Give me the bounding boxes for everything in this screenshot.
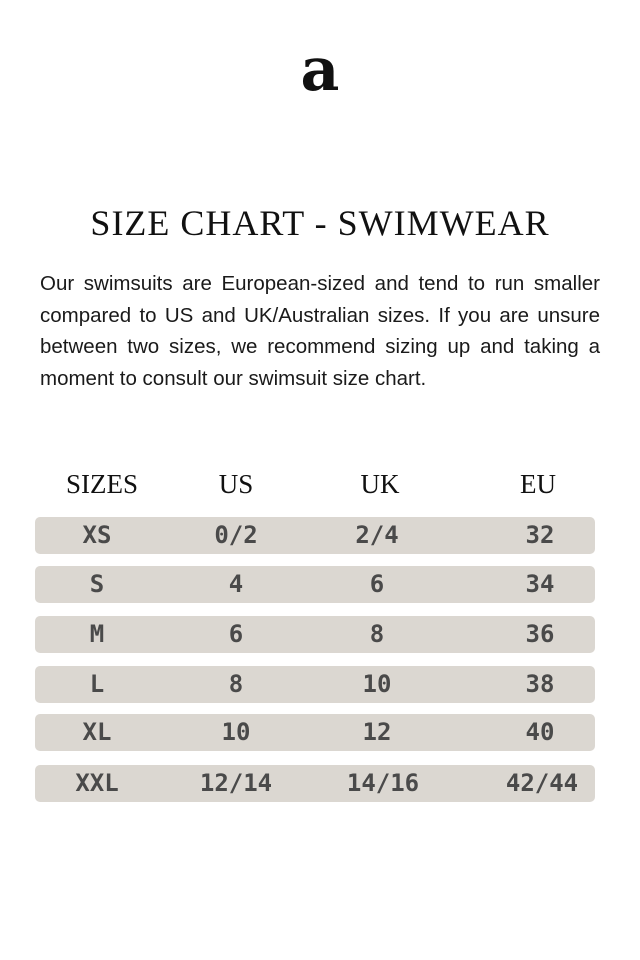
cell-us: 0/2 <box>214 521 258 549</box>
cell-uk: 6 <box>369 570 385 598</box>
cell-uk: 2/4 <box>355 521 399 549</box>
cell-uk: 10 <box>362 670 392 698</box>
cell-size: XXL <box>75 769 119 797</box>
cell-eu: 42/44 <box>505 769 579 797</box>
cell-us: 4 <box>228 570 244 598</box>
cell-uk: 8 <box>369 620 385 648</box>
cell-uk: 12 <box>362 718 392 746</box>
cell-us: 12/14 <box>199 769 273 797</box>
cell-eu: 38 <box>525 670 555 698</box>
brand-logo: a <box>300 35 340 105</box>
cell-size: S <box>89 570 105 598</box>
header-uk: UK <box>360 469 400 499</box>
header-sizes: SIZES <box>65 469 138 499</box>
table-row <box>35 566 595 603</box>
table-row <box>35 765 595 802</box>
intro-text: Our swimsuits are European-sized and tend to run smaller compared to US and UK/Australian sizes. If you are unsure between two sizes, we recommend sizing up and taking a moment to consult our swimsuit size chart. <box>40 272 600 390</box>
cell-eu: 32 <box>525 521 555 549</box>
cell-uk: 14/16 <box>346 769 420 797</box>
header-eu: EU <box>520 469 556 499</box>
header-us: US <box>218 469 254 499</box>
size-table-header <box>0 464 640 504</box>
table-row <box>35 714 595 751</box>
cell-us: 8 <box>228 670 244 698</box>
cell-size: XS <box>82 521 112 549</box>
cell-eu: 40 <box>525 718 555 746</box>
cell-eu: 34 <box>525 570 555 598</box>
cell-us: 10 <box>221 718 251 746</box>
table-row <box>35 666 595 703</box>
cell-size: L <box>89 670 105 698</box>
table-row <box>35 517 595 554</box>
cell-size: XL <box>82 718 112 746</box>
cell-us: 6 <box>228 620 244 648</box>
cell-size: M <box>89 620 105 648</box>
table-row <box>35 616 595 653</box>
page-title: SIZE CHART - SWIMWEAR <box>90 203 550 243</box>
cell-eu: 36 <box>525 620 555 648</box>
